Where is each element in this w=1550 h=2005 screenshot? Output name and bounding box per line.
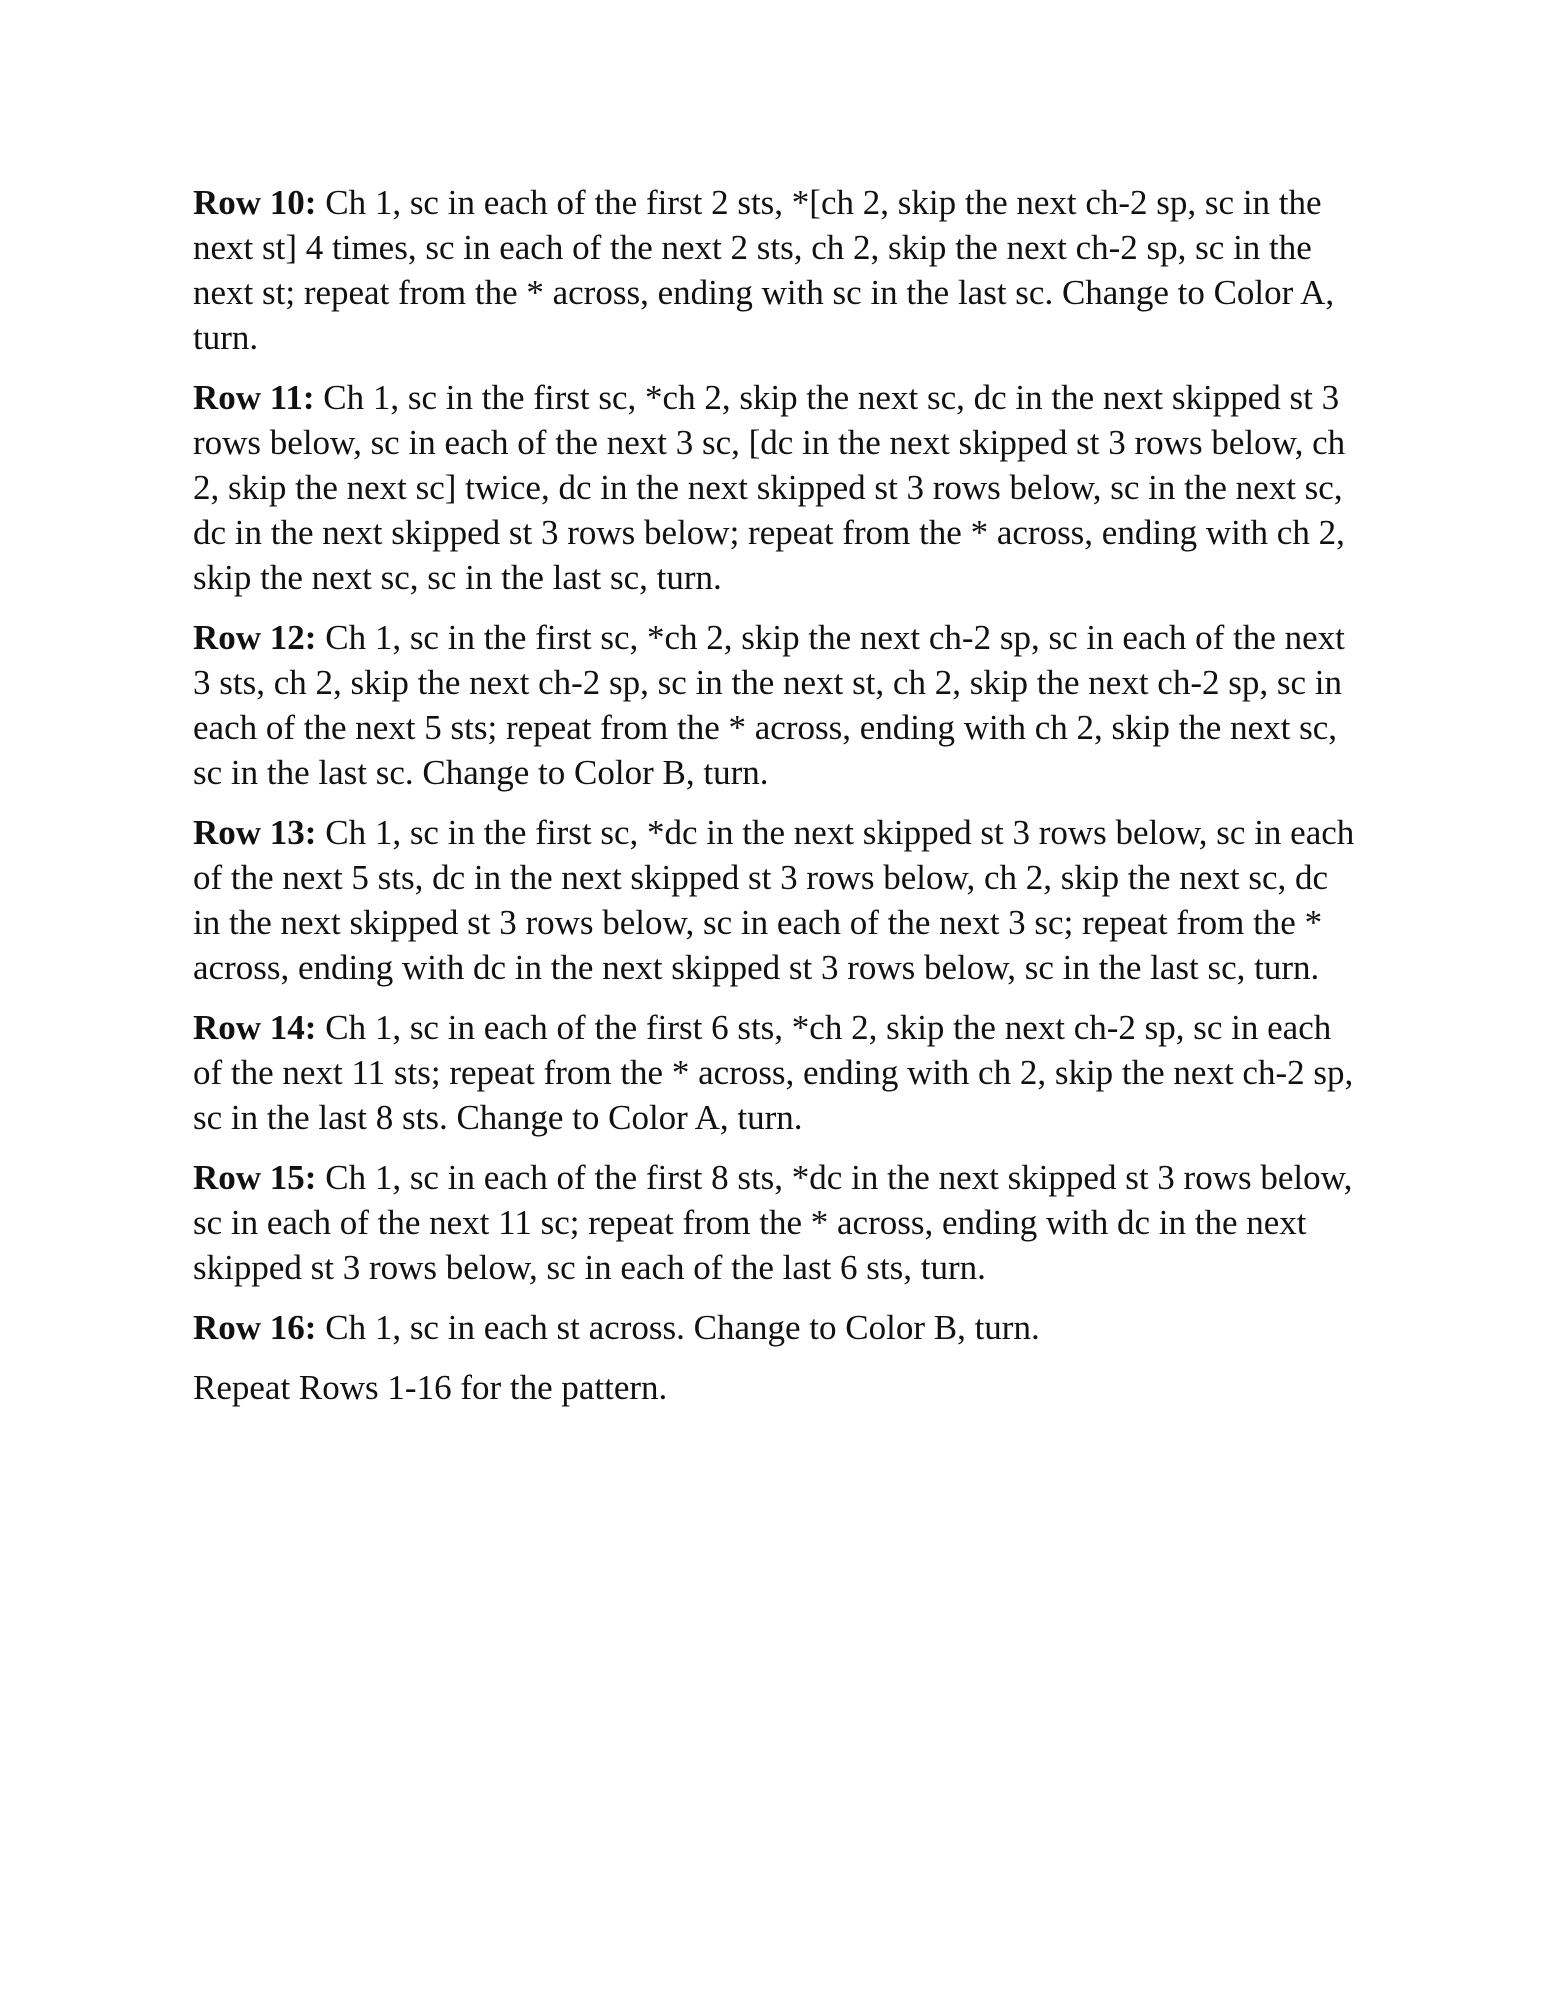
row-label: Row 14: (193, 1008, 317, 1047)
row-label: Row 15: (193, 1158, 317, 1197)
row-10-paragraph (193, 180, 1363, 360)
row-15-paragraph (193, 1155, 1363, 1290)
row-label: Row 10: (193, 183, 317, 222)
row-13-paragraph (193, 810, 1363, 990)
row-label: Row 11: (193, 378, 315, 417)
row-label: Row 16: (193, 1308, 317, 1347)
row-text: Ch 1, sc in each st across. Change to Color B, turn. (316, 1308, 1040, 1347)
closing-paragraph: Repeat Rows 1-16 for the pattern. (193, 1368, 668, 1407)
row-label: Row 12: (193, 618, 317, 657)
row-text: Ch 1, sc in each of the first 2 sts, *[ch 2, skip the next ch-2 sp, sc in the next st] 4 times, sc in each of the next 2 sts, ch 2, skip the next ch-2 sp, sc in the next st; repeat from the * across, ending with sc in the last sc. Change to Color A, turn. (193, 183, 1335, 357)
row-14-paragraph (193, 1005, 1363, 1140)
row-text: Ch 1, sc in the first sc, *ch 2, skip the next ch-2 sp, sc in each of the next 3 sts, ch 2, skip the next ch-2 sp, sc in the next st, ch 2, skip the next ch-2 sp, sc in each of the next 5 sts; repeat from the * across, ending with ch 2, skip the next sc, sc in the last sc. Change to Color B, turn. (193, 618, 1345, 792)
row-16-paragraph (193, 1305, 1363, 1350)
row-text: Ch 1, sc in the first sc, *dc in the next skipped st 3 rows below, sc in each of the next 5 sts, dc in the next skipped st 3 rows below, ch 2, skip the next sc, dc in the next skipped st 3 rows below, sc in each of the next 3 sc; repeat from the * across, ending with dc in the next skipped st 3 rows below, sc in the last sc, turn. (193, 813, 1355, 987)
row-text: Ch 1, sc in the first sc, *ch 2, skip the next sc, dc in the next skipped st 3 rows below, sc in each of the next 3 sc, [dc in the next skipped st 3 rows below, ch 2, skip the next sc] twice, dc in the next skipped st 3 rows below, sc in the next sc, dc in the next skipped st 3 rows below; repeat from the * across, ending with ch 2, skip the next sc, sc in the last sc, turn. (193, 378, 1346, 597)
pattern-instructions (193, 180, 1363, 1425)
row-11-paragraph (193, 375, 1363, 600)
row-label: Row 13: (193, 813, 317, 852)
row-text: Ch 1, sc in each of the first 8 sts, *dc in the next skipped st 3 rows below, sc in each of the next 11 sc; repeat from the * across, ending with dc in the next skipped st 3 rows below, sc in each of the last 6 sts, turn. (193, 1158, 1353, 1287)
row-12-paragraph (193, 615, 1363, 795)
row-text: Ch 1, sc in each of the first 6 sts, *ch 2, skip the next ch-2 sp, sc in each of the next 11 sts; repeat from the * across, ending with ch 2, skip the next ch-2 sp, sc in the last 8 sts. Change to Color A, turn. (193, 1008, 1354, 1137)
